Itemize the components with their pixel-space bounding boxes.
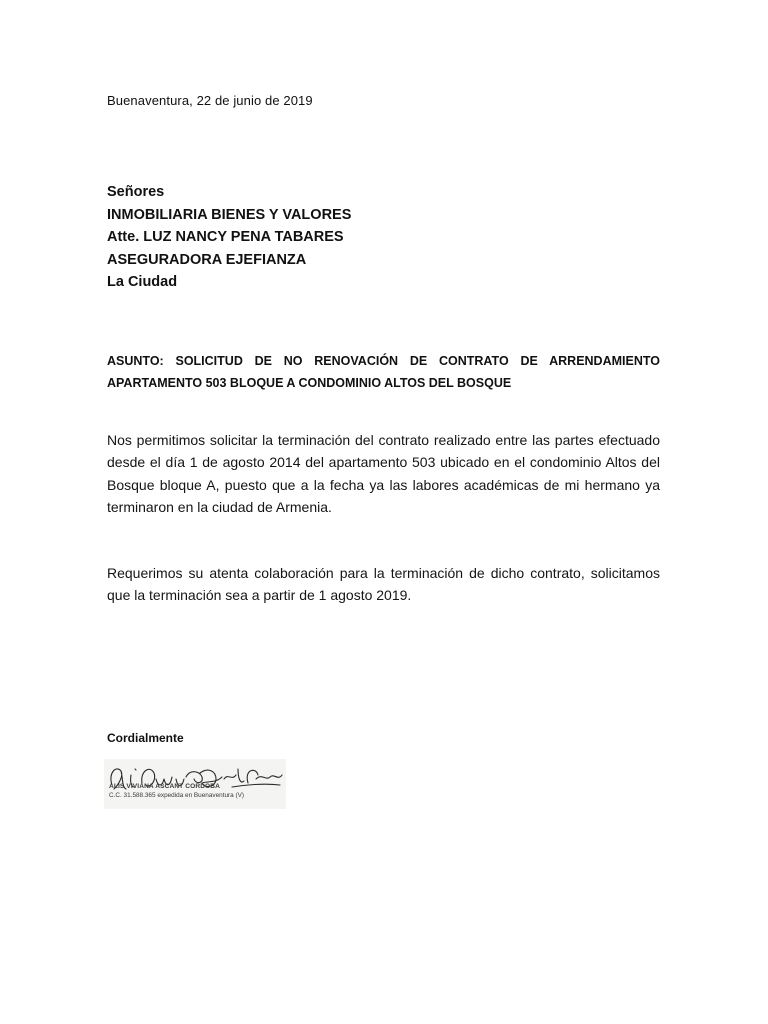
recipient-block bbox=[107, 181, 351, 294]
date-line: Buenaventura, 22 de junio de 2019 bbox=[107, 93, 313, 108]
closing-line: Cordialmente bbox=[107, 731, 184, 745]
subject-line: ASUNTO: SOLICITUD DE NO RENOVACIÓN DE CONTRATO DE ARRENDAMIENTO APARTAMENTO 503 BLOQUE A CONDOMINIO ALTOS DEL BOSQUE bbox=[107, 354, 660, 390]
recipient-city: La Ciudad bbox=[107, 274, 178, 290]
body-paragraph: Nos permitimos solicitar la terminación del contrato realizado entre las partes efectuado desde el día 1 de agosto 2014 del apartamento 503 ubicado en el condominio Altos del Bosque bloque A, puesto que a la fecha ya las labores académicas de mi hermano ya terminaron en la ciudad de Armenia. bbox=[107, 432, 660, 515]
recipient-attention: Atte. LUZ NANCY PENA TABARES bbox=[107, 229, 344, 245]
signature-stamp bbox=[104, 759, 286, 809]
recipient-company: INMOBILIARIA BIENES Y VALORES bbox=[107, 206, 352, 223]
signature-printed-name: ALIS VIVIANA ASCANT CORDOBA bbox=[109, 783, 221, 790]
recipient-salutation: Señores bbox=[107, 184, 165, 200]
signature-id-line: C.C. 31.588.365 expedida en Buenaventura (V) bbox=[109, 792, 245, 799]
body-paragraph: Requerimos su atenta colaboración para la terminación de dicho contrato, solicitamos que la terminación sea a partir de 1 agosto 2019. bbox=[107, 565, 660, 604]
recipient-insurer: ASEGURADORA EJEFIANZA bbox=[107, 251, 307, 268]
